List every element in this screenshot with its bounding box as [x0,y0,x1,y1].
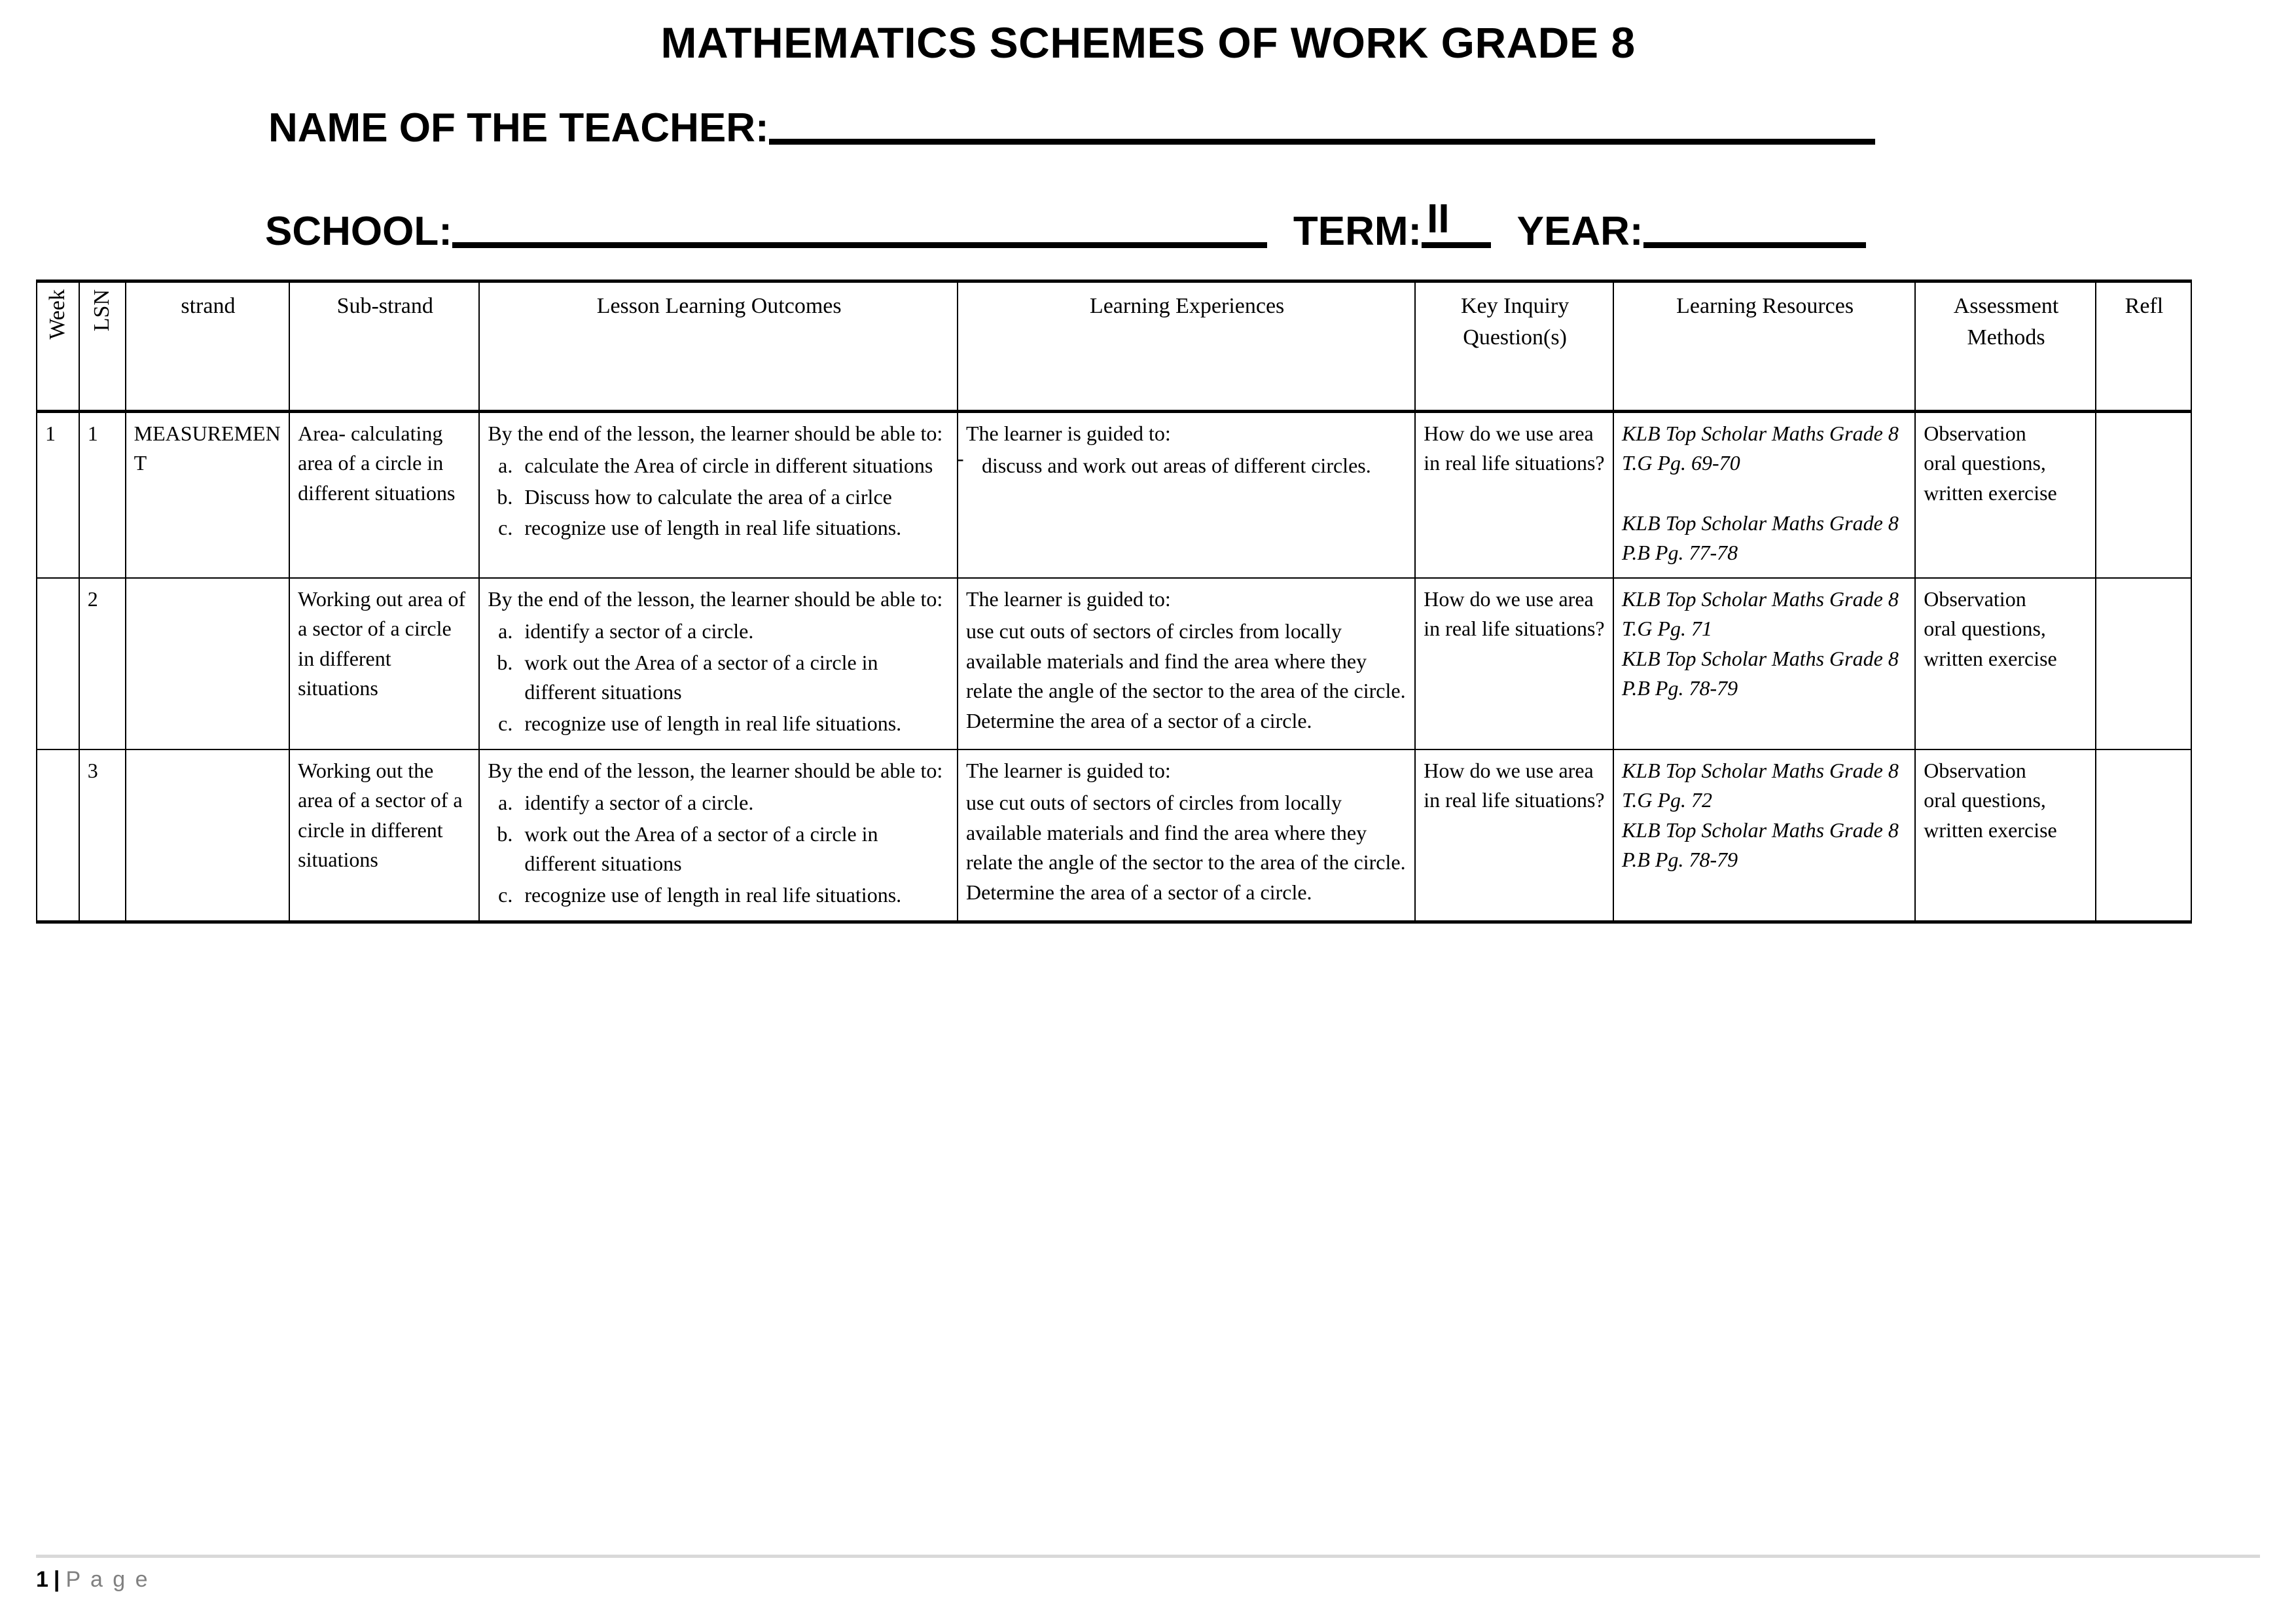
column-header-lsn-label: LSN [90,289,115,332]
cell-strand [126,749,290,922]
column-header-lsn [79,281,126,412]
school-field-label: SCHOOL: [265,209,452,254]
resource-line: KLB Top Scholar Maths Grade 8 P.B Pg. 78-79 [1621,818,1899,872]
assessment-line: Observation [1924,422,2026,445]
assessment-line: written exercise [1924,646,2057,670]
le-dash-marker: - [956,446,964,470]
cell-key-inquiry-question: How do we use area in real life situations? [1415,749,1613,922]
cell-lesson-learning-outcomes [479,749,958,922]
schemes-of-work-table [36,280,2192,924]
cell-key-inquiry-question: How do we use area in real life situations? [1415,578,1613,749]
cell-week [37,578,79,749]
list-item: b. work out the Area of a sector of a circle in different situations [518,820,950,879]
cell-lsn: 2 [79,578,126,749]
footer-separator: | [53,1567,62,1592]
list-item: c. recognize use of length in real life situations. [518,880,950,910]
year-field-label: YEAR: [1516,209,1643,254]
llo-intro: By the end of the lesson, the learner should be able to: [488,758,943,782]
cell-learning-resources [1613,578,1915,749]
cell-week [37,749,79,922]
footer-page-indicator [36,1567,2260,1593]
cell-learning-experiences [958,412,1415,578]
cell-reflection[interactable] [2096,412,2191,578]
column-header-learning-experiences: Learning Experiences [958,281,1415,412]
column-header-lesson-learning-outcomes: Lesson Learning Outcomes [479,281,958,412]
column-header-strand: strand [126,281,290,412]
term-field-blank[interactable] [1455,242,1491,248]
page-footer [36,1555,2260,1593]
cell-lsn: 3 [79,749,126,922]
teacher-field-blank[interactable] [769,139,1875,145]
assessment-line: Observation [1924,758,2026,782]
cell-sub-strand: Working out area of a sector of a circle in different situations [289,578,479,749]
assessment-line: written exercise [1924,818,2057,842]
table-row [37,749,2191,922]
list-item: c. recognize use of length in real life situations. [518,513,950,543]
year-field-blank[interactable] [1643,242,1866,248]
assessment-line: written exercise [1924,480,2057,505]
list-item: discuss and work out areas of different circles. [981,454,1371,478]
le-intro: The learner is guided to: [965,758,1171,782]
page-title: MATHEMATICS SCHEMES OF WORK GRADE 8 [660,18,1636,67]
table-body [37,412,2191,922]
cell-sub-strand: Area- calculating area of a circle in different situations [289,412,479,578]
list-item: b. Discuss how to calculate the area of a cirlce [518,482,950,512]
assessment-line: oral questions, [1924,788,2046,812]
column-header-week-label: Week [45,289,70,340]
llo-list [488,451,950,543]
table-row [37,412,2191,578]
cell-lesson-learning-outcomes [479,412,958,578]
list-item: a. identify a sector of a circle. [518,788,950,818]
footer-page-word: P a g e [65,1567,150,1592]
le-block [956,419,1408,481]
term-field-label: TERM: [1293,209,1422,254]
llo-list [488,788,950,910]
term-field-value[interactable]: II [1422,196,1454,248]
cell-learning-resources [1613,749,1915,922]
cell-learning-experiences [958,749,1415,922]
cell-learning-resources [1613,412,1915,578]
list-item: b. work out the Area of a sector of a circle in different situations [518,648,950,708]
assessment-line: Observation [1924,586,2026,611]
resource-line: KLB Top Scholar Maths Grade 8 T.G Pg. 71 [1621,586,1899,641]
resource-line: KLB Top Scholar Maths Grade 8 T.G Pg. 72 [1621,758,1899,812]
teacher-field-row [0,105,2296,151]
cell-week: 1 [37,412,79,578]
footer-page-number: 1 [36,1567,48,1592]
resource-line: KLB Top Scholar Maths Grade 8 P.B Pg. 77-78 [1621,511,1899,565]
cell-lesson-learning-outcomes [479,578,958,749]
column-header-key-inquiry-questions: Key Inquiry Question(s) [1415,281,1613,412]
table-header-row [37,281,2191,412]
cell-key-inquiry-question: How do we use area in real life situations? [1415,412,1613,578]
assessment-line: oral questions, [1924,617,2046,641]
cell-strand [126,578,290,749]
resource-line: KLB Top Scholar Maths Grade 8 P.B Pg. 78-79 [1621,646,1899,700]
cell-assessment-methods [1915,578,2096,749]
list-item: a. calculate the Area of circle in different situations [518,451,950,480]
llo-intro: By the end of the lesson, the learner should be able to: [488,586,943,611]
column-header-week [37,281,79,412]
cell-learning-experiences [958,578,1415,749]
list-item: c. recognize use of length in real life situations. [518,709,950,738]
cell-lsn: 1 [79,412,126,578]
list-item: use cut outs of sectors of circles from locally available materials and find the area where they relate the angle of the sector to the area of the circle. Determine the area of a sector of a circle. [965,791,1406,904]
llo-list [488,617,950,738]
llo-intro: By the end of the lesson, the learner should be able to: [488,422,943,445]
table-row [37,578,2191,749]
resource-spacer [1622,478,1908,509]
footer-divider [36,1555,2260,1558]
school-term-year-row [0,196,2296,255]
column-header-reflection: Refl [2096,281,2191,412]
cell-reflection[interactable] [2096,749,2191,922]
list-item: use cut outs of sectors of circles from locally available materials and find the area where they relate the angle of the sector to the area of the circle. Determine the area of a sector of a circle. [965,619,1406,732]
le-intro: The learner is guided to: [965,586,1171,611]
le-intro: The learner is guided to: [965,422,1171,445]
assessment-line: oral questions, [1924,451,2046,475]
cell-assessment-methods [1915,749,2096,922]
cell-reflection[interactable] [2096,578,2191,749]
column-header-sub-strand: Sub-strand [289,281,479,412]
cell-sub-strand: Working out the area of a sector of a circle in different situations [289,749,479,922]
school-field-blank[interactable] [452,242,1267,248]
column-header-learning-resources: Learning Resources [1613,281,1915,412]
cell-strand: MEASUREMENT [126,412,290,578]
teacher-field-label: NAME OF THE TEACHER: [268,105,769,151]
cell-assessment-methods [1915,412,2096,578]
list-item: a. identify a sector of a circle. [518,617,950,646]
column-header-assessment-methods: Assessment Methods [1915,281,2096,412]
resource-line: KLB Top Scholar Maths Grade 8 T.G Pg. 69-70 [1621,422,1899,475]
